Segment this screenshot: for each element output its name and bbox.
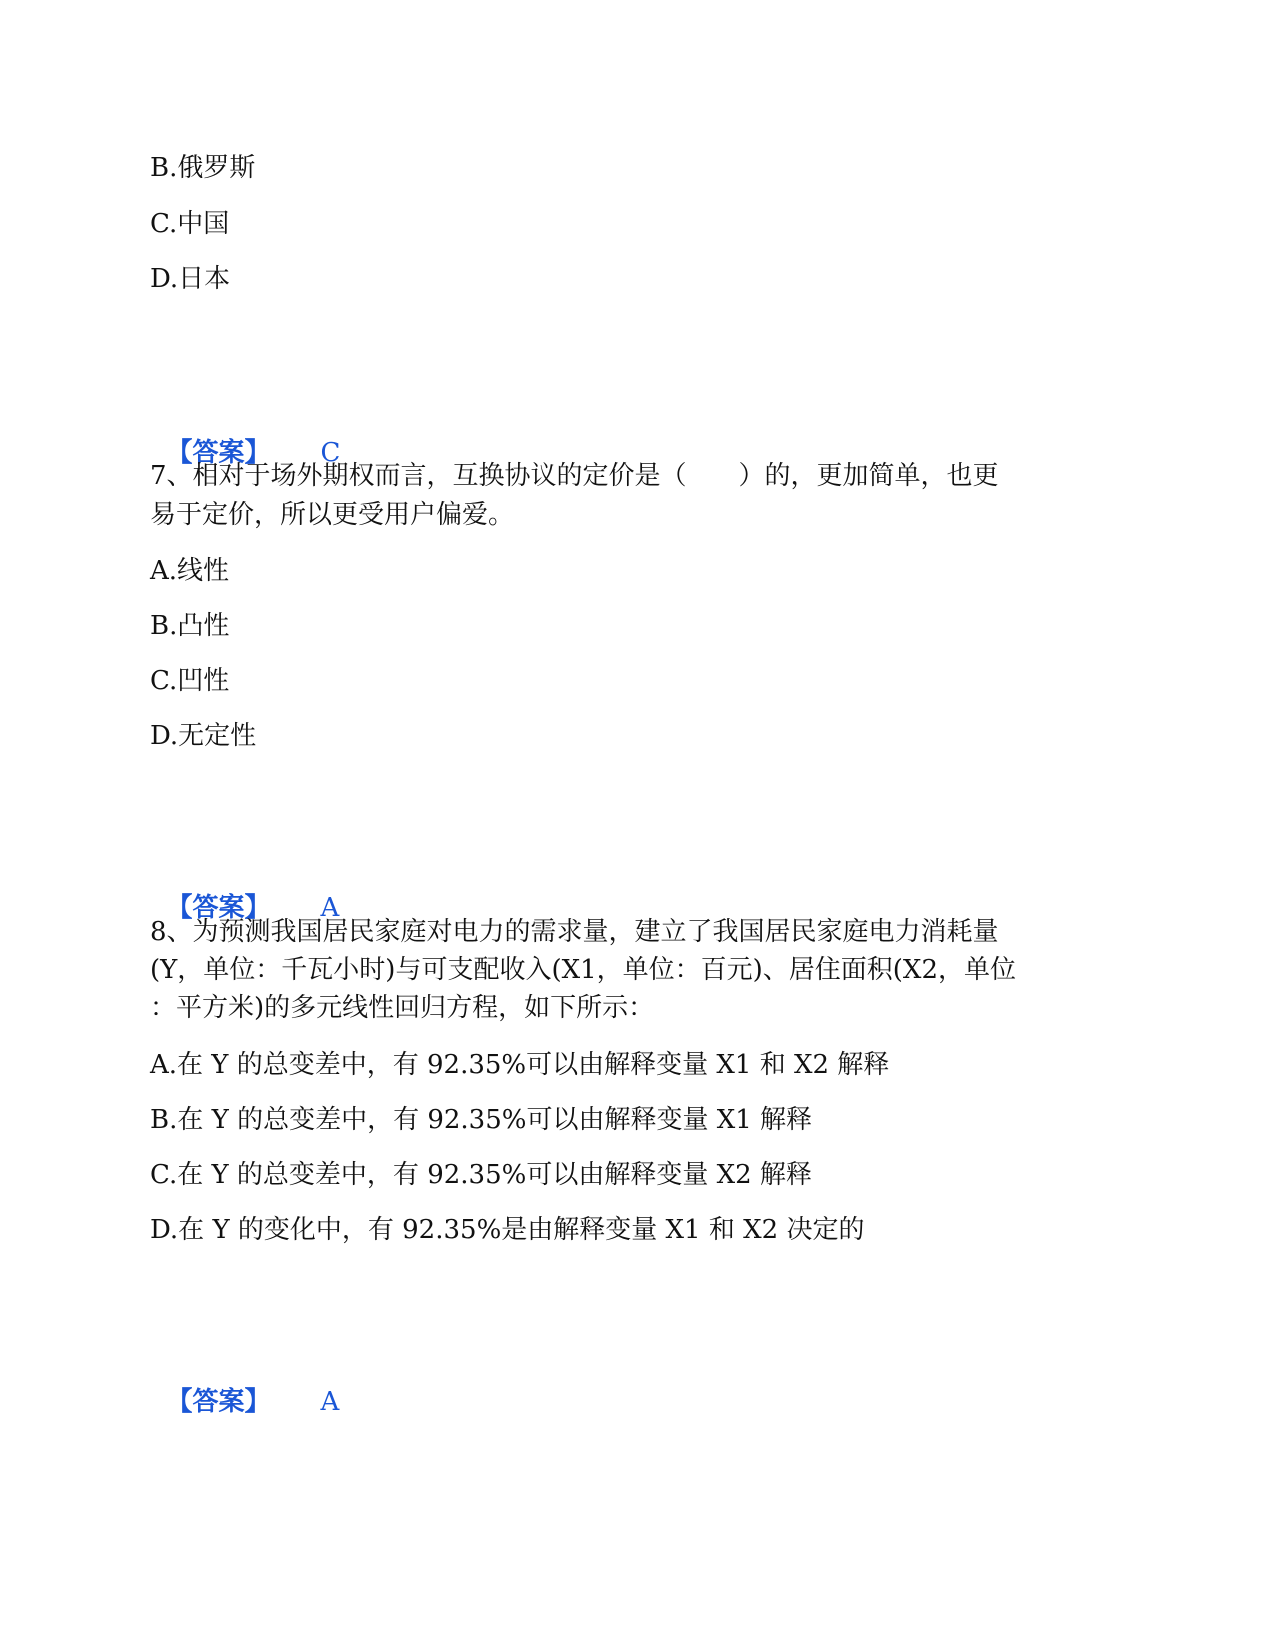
q8-option-b: B.在 Y 的总变差中，有 92.35%可以由解释变量 X1 解释 [150,1105,813,1135]
answer-value: A [320,893,340,923]
q6-option-b: B.俄罗斯 [150,153,256,183]
answer-value: A [320,1387,340,1417]
q6-option-c: C.中国 [150,209,230,239]
q7-answer [150,863,339,923]
q7-option-c: C.凹性 [150,666,230,696]
q7-stem-line-1: 7、相对于场外期权而言，互换协议的定价是（ ）的，更加简单，也更 [150,461,999,491]
q8-answer [150,1357,339,1417]
q7-option-b: B.凸性 [150,611,230,641]
q8-option-d: D.在 Y 的变化中，有 92.35%是由解释变量 X1 和 X2 决定的 [150,1215,865,1245]
q8-option-a: A.在 Y 的总变差中，有 92.35%可以由解释变量 X1 和 X2 解释 [150,1050,890,1080]
answer-label: 【答案】 [166,438,271,468]
q7-option-d: D.无定性 [150,721,257,751]
q8-stem-line-1: 8、为预测我国居民家庭对电力的需求量，建立了我国居民家庭电力消耗量 [150,917,999,947]
answer-label: 【答案】 [166,893,271,923]
q6-option-d: D.日本 [150,264,231,294]
q8-stem-line-2: (Y，单位：千瓦小时)与可支配收入(X1，单位：百元)、居住面积(X2，单位 [150,955,1016,985]
answer-label: 【答案】 [166,1387,271,1417]
answer-value: C [320,438,341,468]
q7-stem-line-2: 易于定价，所以更受用户偏爱。 [150,500,515,530]
q8-stem-line-3: ：平方米)的多元线性回归方程，如下所示： [150,993,655,1023]
q7-option-a: A.线性 [150,556,230,586]
q8-option-c: C.在 Y 的总变差中，有 92.35%可以由解释变量 X2 解释 [150,1160,812,1190]
q6-answer [150,408,340,468]
